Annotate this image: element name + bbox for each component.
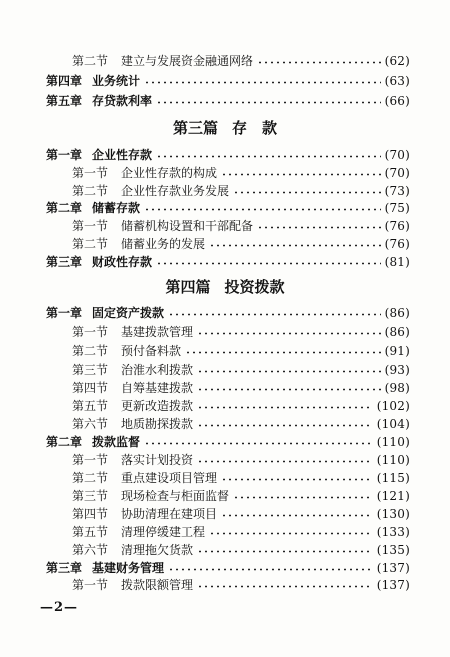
toc-entry	[72, 342, 410, 360]
toc-entry	[72, 361, 410, 379]
toc-entry-page: (73)	[384, 184, 410, 198]
toc-entry-label: 第一章	[46, 306, 83, 320]
toc-entry-title: 重点建设项目管理	[121, 471, 218, 485]
toc-entry	[72, 523, 410, 541]
toc-entry-label: 第二节	[72, 471, 109, 485]
toc-entry-label: 第一节	[72, 325, 109, 339]
dot-leader	[144, 208, 381, 211]
toc-entry	[72, 235, 410, 253]
dot-leader	[168, 568, 373, 571]
toc-entry	[72, 541, 410, 559]
toc-entry-label: 第一节	[72, 219, 109, 233]
toc-entry-page: (121)	[376, 489, 410, 503]
toc-entry-title: 储蓄业务的发展	[121, 237, 206, 251]
dot-leader	[233, 496, 373, 499]
part-heading-title: 投资拨款	[224, 278, 285, 296]
toc-entry-title: 建立与发展资金融通网络	[121, 54, 254, 68]
toc-entry	[46, 146, 410, 164]
toc-entry-title: 自筹基建拨款	[121, 381, 194, 395]
toc-entry	[46, 199, 410, 217]
toc-entry	[46, 92, 410, 110]
dot-leader	[233, 191, 381, 194]
toc-entry-title: 现场检查与柜面监督	[121, 489, 230, 503]
toc-entry-title: 地质勘探拨款	[121, 417, 194, 431]
toc-entry-page: (93)	[384, 363, 410, 377]
dot-leader	[197, 460, 373, 463]
toc-entry-title: 存贷款利率	[92, 94, 153, 108]
toc-entry	[72, 415, 410, 433]
toc-entry-page: (66)	[384, 94, 410, 108]
toc-entry-page: (70)	[384, 148, 410, 162]
part-heading-label: 第四篇	[165, 278, 211, 296]
toc-entry-label: 第四章	[46, 74, 83, 88]
toc-entry-page: (81)	[384, 255, 410, 269]
toc-entry-label: 第二章	[46, 201, 83, 215]
toc-entry	[72, 469, 410, 487]
dot-leader	[144, 442, 373, 445]
toc-entry-page: (137)	[376, 561, 410, 575]
toc-entry	[72, 379, 410, 397]
toc-entry-label: 第四节	[72, 507, 109, 521]
toc-entry-page: (130)	[376, 507, 410, 521]
dot-leader	[257, 61, 381, 64]
toc-entry-label: 第三章	[46, 561, 83, 575]
toc-entry	[72, 52, 410, 70]
toc-entry	[46, 433, 410, 451]
toc-entry-label: 第二节	[72, 237, 109, 251]
toc-entry-label: 第二节	[72, 54, 109, 68]
toc-entry-title: 企业性存款的构成	[121, 166, 218, 180]
dot-leader	[221, 173, 381, 176]
toc-entry-label: 第三节	[72, 363, 109, 377]
toc-entry	[72, 451, 410, 469]
toc-entry	[46, 304, 410, 322]
part-heading-label: 第三篇	[172, 119, 218, 137]
toc-entry-page: (102)	[376, 399, 410, 413]
dot-leader	[197, 388, 381, 391]
part-heading	[0, 276, 450, 298]
dot-leader	[221, 514, 373, 517]
toc-entry-label: 第三章	[46, 255, 83, 269]
toc-entry	[46, 72, 410, 90]
dot-leader	[144, 81, 381, 84]
toc-entry-page: (76)	[384, 219, 410, 233]
toc-entry-page: (115)	[376, 471, 410, 485]
toc-entry-page: (86)	[384, 306, 410, 320]
toc-entry-page: (75)	[384, 201, 410, 215]
part-heading	[0, 117, 450, 139]
toc-entry-page: (98)	[384, 381, 410, 395]
dot-leader	[209, 244, 381, 247]
toc-entry-page: (110)	[376, 435, 410, 449]
toc-entry-page: (137)	[376, 578, 410, 592]
dot-leader	[156, 101, 381, 104]
toc-entry-title: 协助清理在建项目	[121, 507, 218, 521]
toc-entry-page: (133)	[376, 525, 410, 539]
toc-entry	[46, 559, 410, 577]
toc-entry-label: 第一节	[72, 578, 109, 592]
dot-leader	[156, 262, 381, 265]
part-heading-title: 存 款	[232, 119, 278, 137]
toc-entry	[72, 164, 410, 182]
toc-entry-title: 企业性存款业务发展	[121, 184, 230, 198]
dot-leader	[197, 370, 381, 373]
toc-entry-label: 第四节	[72, 381, 109, 395]
toc-entry-title: 业务统计	[92, 74, 141, 88]
toc-entry-label: 第二节	[72, 344, 109, 358]
toc-entry-title: 落实计划投资	[121, 453, 194, 467]
toc-entry-label: 第六节	[72, 417, 109, 431]
toc-entry-page: (104)	[376, 417, 410, 431]
toc-entry-label: 第一节	[72, 166, 109, 180]
toc-entry-page: (63)	[384, 74, 410, 88]
toc-entry-title: 企业性存款	[92, 148, 153, 162]
toc-entry-page: (62)	[384, 54, 410, 68]
toc-entry-title: 清理停缓建工程	[121, 525, 206, 539]
toc-entry	[72, 323, 410, 341]
toc-entry	[72, 397, 410, 415]
dot-leader	[197, 406, 373, 409]
dot-leader	[168, 313, 381, 316]
page-number: —2—	[40, 600, 79, 615]
dot-leader	[197, 424, 373, 427]
dot-leader	[257, 226, 381, 229]
dot-leader	[221, 478, 373, 481]
toc-entry-title: 基建财务管理	[92, 561, 165, 575]
toc-entry-title: 基建拨款管理	[121, 325, 194, 339]
toc-entry	[72, 487, 410, 505]
toc-entry-title: 固定资产拨款	[92, 306, 165, 320]
toc-entry	[72, 505, 410, 523]
toc-entry-title: 预付备料款	[121, 344, 182, 358]
dot-leader	[197, 550, 373, 553]
toc-entry-title: 拨款限额管理	[121, 578, 194, 592]
toc-entry-title: 拨款监督	[92, 435, 141, 449]
dot-leader	[197, 585, 373, 588]
toc-entry-label: 第二节	[72, 184, 109, 198]
toc-entry-label: 第六节	[72, 543, 109, 557]
toc-entry-page: (135)	[376, 543, 410, 557]
dot-leader	[209, 532, 373, 535]
toc-entry-title: 治淮水利拨款	[121, 363, 194, 377]
toc-entry-page: (76)	[384, 237, 410, 251]
toc-entry	[72, 182, 410, 200]
toc-entry-page: (110)	[376, 453, 410, 467]
toc-entry-title: 财政性存款	[92, 255, 153, 269]
dot-leader	[185, 351, 381, 354]
toc-entry-title: 更新改造拨款	[121, 399, 194, 413]
toc-entry-title: 储蓄机构设置和干部配备	[121, 219, 254, 233]
toc-entry-label: 第五节	[72, 399, 109, 413]
toc-entry-label: 第一节	[72, 453, 109, 467]
toc-entry-page: (86)	[384, 325, 410, 339]
toc-entry-title: 清理拖欠货款	[121, 543, 194, 557]
toc-entry	[72, 576, 410, 594]
toc-entry	[72, 217, 410, 235]
toc-entry-label: 第一章	[46, 148, 83, 162]
dot-leader	[197, 332, 381, 335]
toc-entry-label: 第二章	[46, 435, 83, 449]
dot-leader	[156, 155, 381, 158]
toc-entry-page: (70)	[384, 166, 410, 180]
toc-entry	[46, 253, 410, 271]
toc-entry-title: 储蓄存款	[92, 201, 141, 215]
toc-entry-label: 第三节	[72, 489, 109, 503]
toc-entry-label: 第五章	[46, 94, 83, 108]
toc-entry-page: (91)	[384, 344, 410, 358]
toc-entry-label: 第五节	[72, 525, 109, 539]
